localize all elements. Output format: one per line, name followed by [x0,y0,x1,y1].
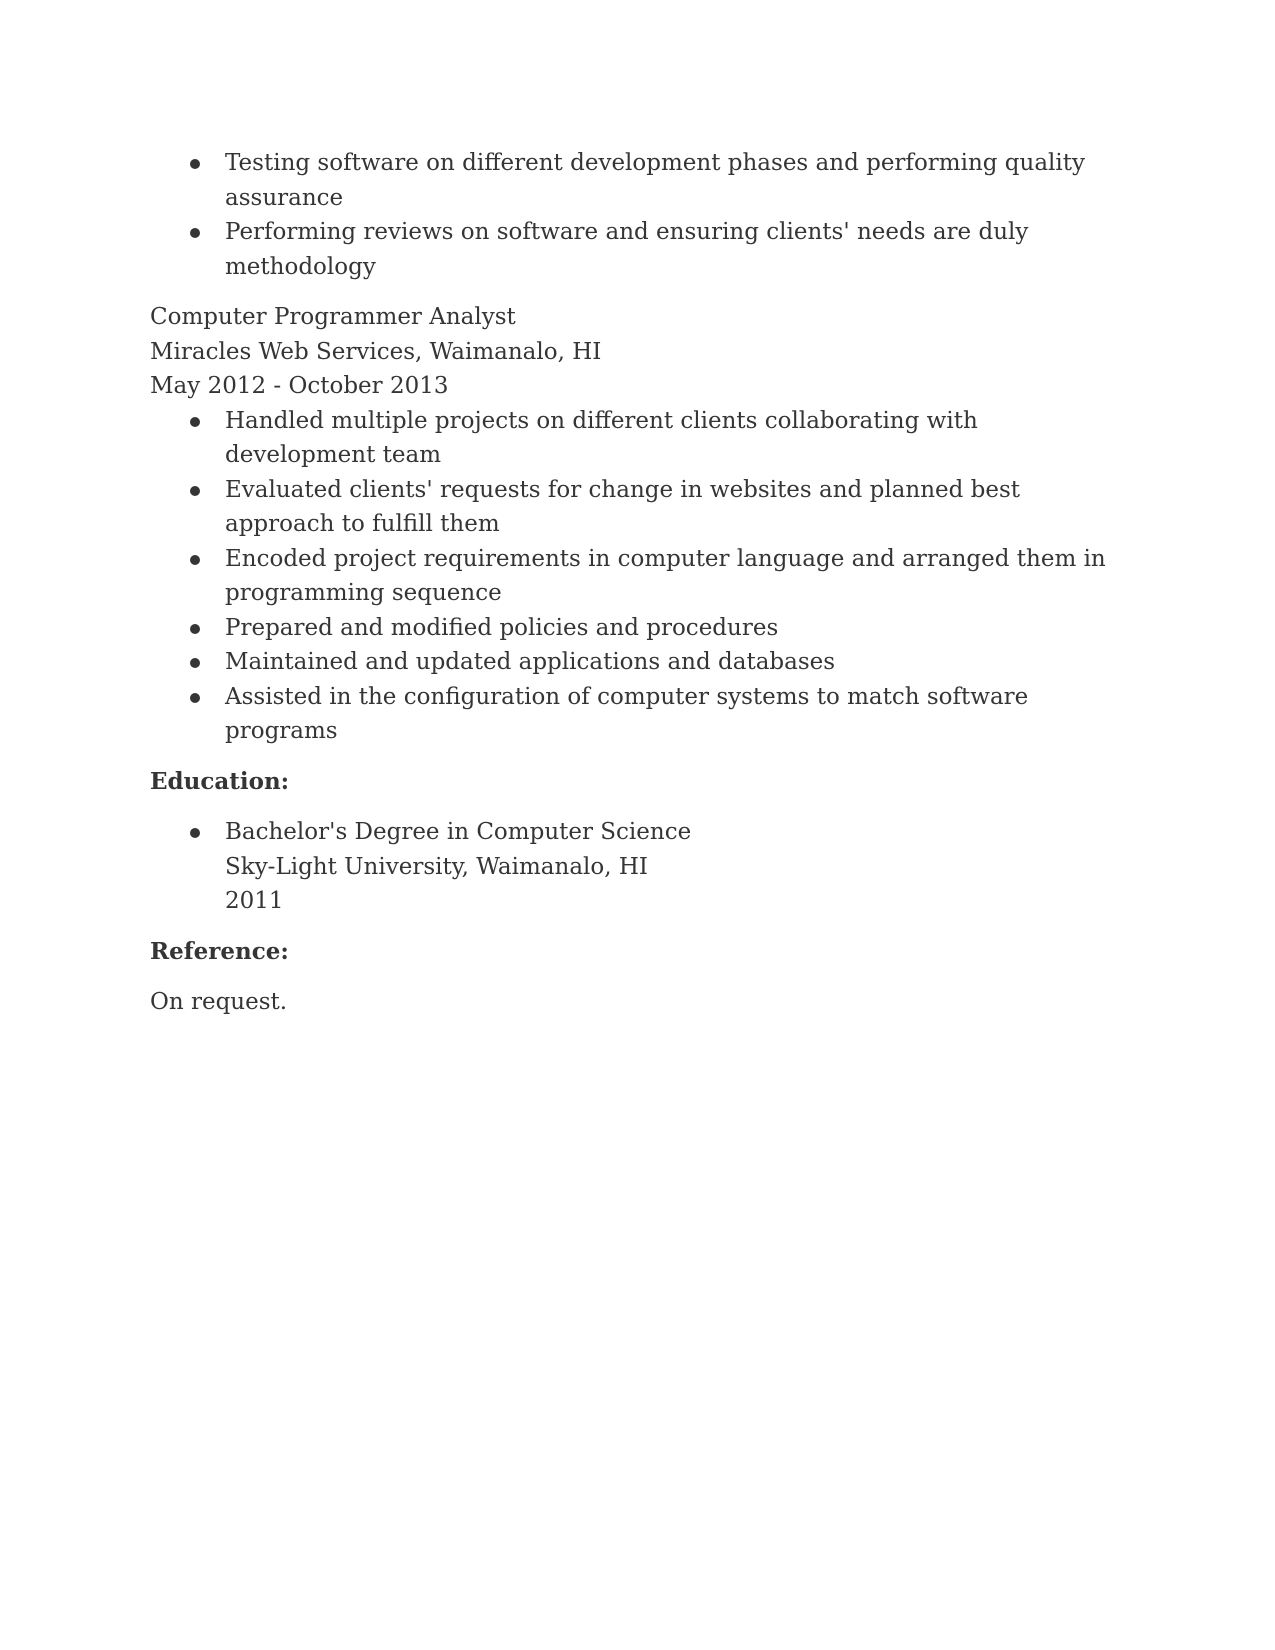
bullet-icon [190,159,200,169]
bullet-text: Handled multiple projects on different clients collaborating with development team [225,407,978,468]
previous-job-bullets [150,146,1130,284]
bullet-icon [190,658,200,668]
list-item [150,645,1130,680]
job-bullets [150,404,1130,749]
education-year: 2011 [225,888,284,914]
reference-heading: Reference: [150,937,289,965]
list-item [150,215,1130,284]
job-title: Computer Programmer Analyst [150,304,516,330]
list-item [150,404,1130,473]
job-company-location: Miracles Web Services, Waimanalo, HI [150,338,602,365]
reference-text: On request. [150,989,288,1015]
bullet-text: Testing software on different development phases and performing quality assurance [225,150,1085,211]
education-list [150,815,1130,919]
bullet-icon [190,486,200,496]
bullet-icon [190,555,200,565]
list-item [150,611,1130,646]
list-item [150,146,1130,215]
list-item [150,542,1130,611]
bullet-icon [190,228,200,238]
bullet-icon [190,624,200,634]
bullet-icon [190,828,200,838]
list-item [150,680,1130,749]
education-heading: Education: [150,767,290,795]
list-item [150,815,1130,919]
job-dates: May 2012 - October 2013 [150,373,449,399]
bullet-text: Assisted in the configuration of computer systems to match software programs [225,683,1029,744]
bullet-text: Performing reviews on software and ensuring clients' needs are duly methodology [225,219,1029,280]
bullet-icon [190,693,200,703]
bullet-text: Maintained and updated applications and databases [225,649,836,675]
bullet-icon [190,417,200,427]
bullet-text: Prepared and modified policies and procedures [225,614,779,641]
education-school: Sky-Light University, Waimanalo, HI [225,853,649,880]
list-item [150,473,1130,542]
bullet-text: Evaluated clients' requests for change in websites and planned best approach to fulfill them [225,476,1021,537]
job-entry [150,300,1130,749]
resume-content [150,146,1130,1020]
bullet-text: Encoded project requirements in computer language and arranged them in programming sequence [225,545,1106,606]
education-degree: Bachelor's Degree in Computer Science [225,819,692,845]
